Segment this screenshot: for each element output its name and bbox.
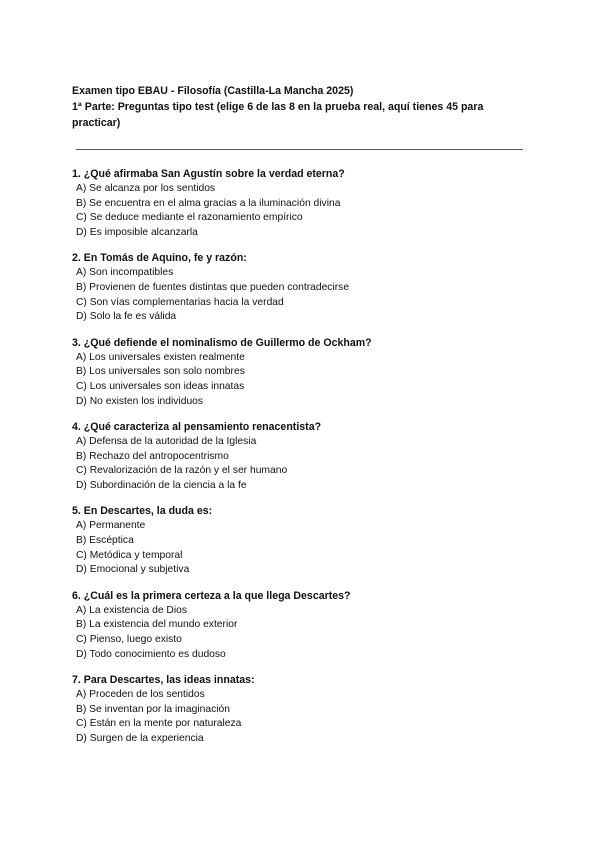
answer-option-a: A) Permanente <box>76 520 146 532</box>
answer-option-b: B) La existencia del mundo exterior <box>76 619 238 631</box>
answer-option-b: B) Se inventan por la imaginación <box>76 703 230 715</box>
answer-option-d: D) Solo la fe es válida <box>76 311 177 323</box>
answer-option-b: B) Rechazo del antropocentrismo <box>76 450 229 462</box>
question-title: 6. ¿Cuál es la primera certeza a la que llega Descartes? <box>72 589 351 602</box>
horizontal-divider <box>76 149 523 150</box>
question-title: 2. En Tomás de Aquino, fe y razón: <box>72 252 247 265</box>
document-header <box>72 83 542 131</box>
answer-option-a: A) Son incompatibles <box>76 267 174 279</box>
answer-option-d: D) Todo conocimiento es dudoso <box>76 648 226 660</box>
answer-option-c: C) Pienso, luego existo <box>76 633 182 645</box>
document-subtitle-line-1: 1ª Parte: Preguntas tipo test (elige 6 de las 8 en la prueba real, aquí tienes 45 para <box>72 101 484 113</box>
question-6 <box>72 589 542 663</box>
answer-option-a: A) Los universales existen realmente <box>76 351 245 363</box>
question-1 <box>72 167 542 241</box>
question-3 <box>72 336 542 410</box>
answer-option-a: A) Defensa de la autoridad de la Iglesia <box>76 435 257 447</box>
answer-option-d: D) Es imposible alcanzarla <box>76 227 198 239</box>
answer-option-c: C) Revalorización de la razón y el ser humano <box>76 465 288 477</box>
question-list <box>72 167 542 757</box>
question-title: 3. ¿Qué defiende el nominalismo de Guillermo de Ockham? <box>72 336 372 349</box>
answer-option-d: D) No existen los individuos <box>76 395 204 407</box>
document-subtitle-line-2: practicar) <box>72 117 121 129</box>
answer-option-b: B) Provienen de fuentes distintas que pueden contradecirse <box>76 282 350 294</box>
question-2 <box>72 251 542 325</box>
answer-option-a: A) Proceden de los sentidos <box>76 688 205 700</box>
question-title: 1. ¿Qué afirmaba San Agustín sobre la verdad eterna? <box>72 168 345 180</box>
answer-option-b: B) Los universales son solo nombres <box>76 366 245 378</box>
question-7 <box>72 673 542 747</box>
question-title: 4. ¿Qué caracteriza al pensamiento renacentista? <box>72 420 322 433</box>
answer-option-c: C) Metódica y temporal <box>76 549 183 561</box>
answer-option-c: C) Se deduce mediante el razonamiento empírico <box>76 212 303 224</box>
answer-option-c: C) Son vías complementarias hacia la verdad <box>76 296 284 308</box>
question-4 <box>72 420 542 494</box>
answer-option-a: A) Se alcanza por los sentidos <box>76 183 216 194</box>
answer-option-a: A) La existencia de Dios <box>76 604 188 616</box>
question-5 <box>72 504 542 578</box>
answer-option-d: D) Subordinación de la ciencia a la fe <box>76 480 247 492</box>
answer-option-b: B) Escéptica <box>76 534 134 546</box>
document-title: Examen tipo EBAU - Filosofía (Castilla-La Mancha 2025) <box>72 85 354 97</box>
answer-option-d: D) Surgen de la experiencia <box>76 732 204 744</box>
answer-option-c: C) Están en la mente por naturaleza <box>76 718 242 730</box>
answer-option-d: D) Emocional y subjetiva <box>76 564 190 576</box>
question-title: 5. En Descartes, la duda es: <box>72 505 213 518</box>
answer-option-c: C) Los universales son ideas innatas <box>76 381 245 393</box>
question-title: 7. Para Descartes, las ideas innatas: <box>72 673 255 686</box>
answer-option-b: B) Se encuentra en el alma gracias a la iluminación divina <box>76 197 341 209</box>
